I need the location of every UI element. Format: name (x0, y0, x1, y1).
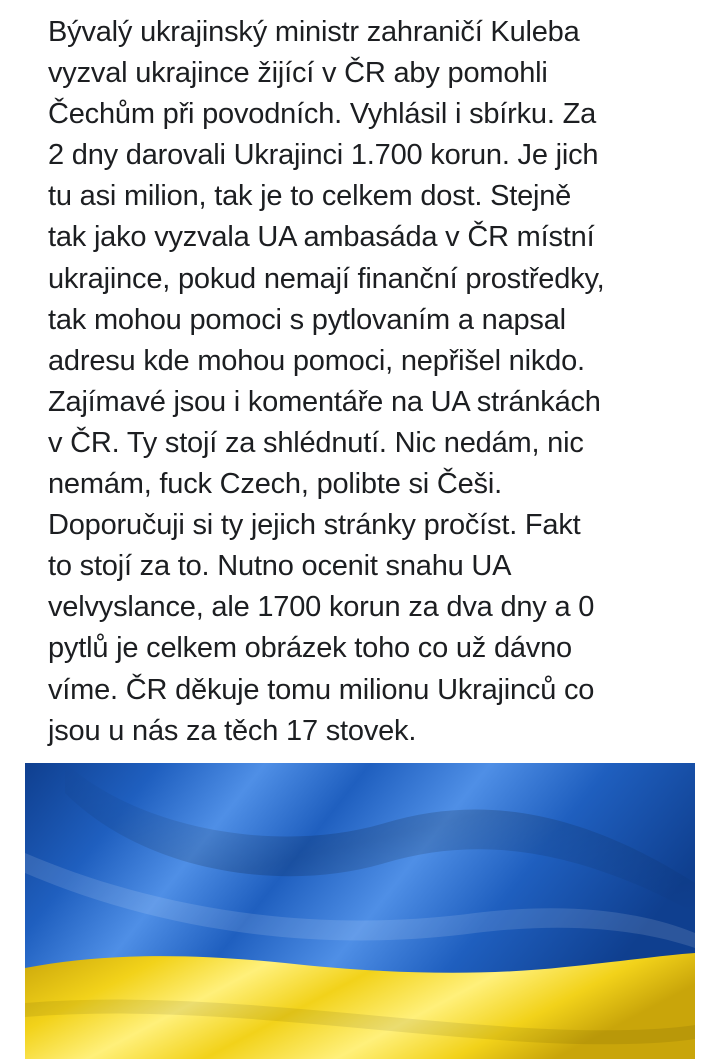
post-text-line: tak jako vyzvala UA ambasáda v ČR místní (48, 221, 595, 254)
post-text-line: Bývalý ukrajinský ministr zahraničí Kuleba (48, 16, 580, 48)
post-text-line: nemám, fuck Czech, polibte si Češi. (48, 468, 502, 501)
post-text-line: Doporučuji si ty jejich stránky pročíst. Fakt (48, 509, 581, 542)
post-text-line: ukrajince, pokud nemají finanční prostředky, (48, 262, 605, 295)
post-text-line: vyzval ukrajince žijící v ČR aby pomohli (48, 57, 548, 90)
post-text-line: velvyslance, ale 1700 korun za dva dny a 0 (48, 591, 595, 624)
ukraine-flag-icon (25, 763, 695, 1059)
post-text-line: 2 dny darovali Ukrajinci 1.700 korun. Je jich (48, 139, 599, 172)
post-body-text (48, 12, 708, 752)
post-text-line: Čechům při povodních. Vyhlásil i sbírku. Za (48, 98, 597, 131)
post-text-line: v ČR. Ty stojí za shlédnutí. Nic nedám, nic (48, 426, 584, 459)
post-text-line: Zajímavé jsou i komentáře na UA stránkách (48, 385, 601, 418)
post-text-line: tak mohou pomoci s pytlovaním a napsal (48, 303, 566, 336)
ukraine-flag-image[interactable] (25, 763, 695, 1059)
post-text-line: jsou u nás za těch 17 stovek. (48, 714, 417, 747)
post-text-line: tu asi milion, tak je to celkem dost. Stejně (48, 180, 572, 213)
post-text-line: víme. ČR děkuje tomu milionu Ukrajinců co (48, 673, 595, 706)
post-text-line: pytlů je celkem obrázek toho co už dávno (48, 632, 572, 665)
post-text-line: adresu kde mohou pomoci, nepřišel nikdo. (48, 344, 585, 377)
post-text-line: to stojí za to. Nutno ocenit snahu UA (48, 550, 512, 583)
